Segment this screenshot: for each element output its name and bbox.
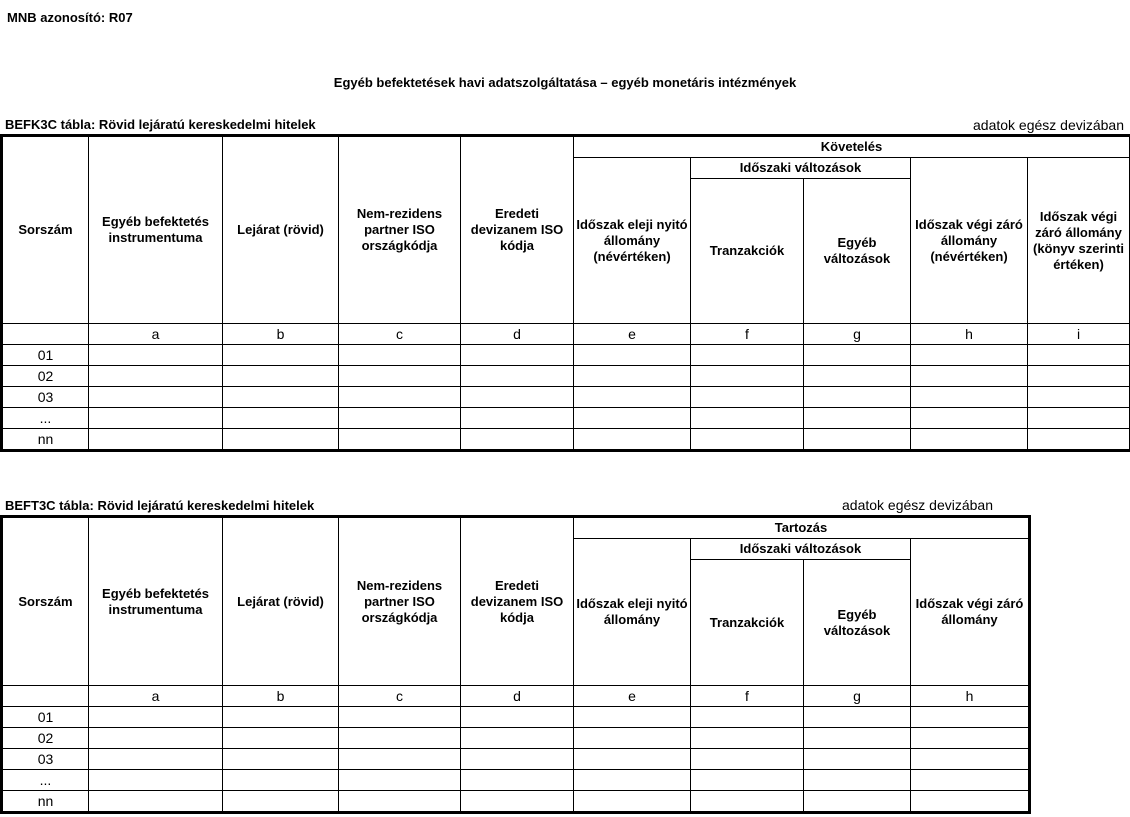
- data-cell[interactable]: [911, 408, 1028, 429]
- col-header-lejarat: Lejárat (rövid): [223, 518, 339, 686]
- col-header-partner: Nem-rezidens partner ISO országkódja: [339, 518, 461, 686]
- data-cell[interactable]: [574, 791, 691, 812]
- data-cell[interactable]: [223, 728, 339, 749]
- data-cell[interactable]: [804, 345, 911, 366]
- data-cell[interactable]: [223, 408, 339, 429]
- data-cell[interactable]: [574, 366, 691, 387]
- data-cell[interactable]: [691, 707, 804, 728]
- letter-cell: e: [574, 686, 691, 707]
- data-cell[interactable]: [461, 749, 574, 770]
- data-cell[interactable]: [89, 770, 223, 791]
- data-cell[interactable]: [804, 728, 911, 749]
- data-cell[interactable]: [574, 408, 691, 429]
- col-header-deviza: Eredeti devizanem ISO kódja: [461, 137, 574, 324]
- table2-units: adatok egész devizában: [842, 497, 993, 513]
- table1-title: BEFK3C tábla: Rövid lejáratú kereskedelmi hitelek: [5, 117, 316, 132]
- row-number: 01: [3, 345, 89, 366]
- data-cell[interactable]: [574, 749, 691, 770]
- data-cell[interactable]: [804, 770, 911, 791]
- letter-cell: g: [804, 686, 911, 707]
- group-header-tartozas: Tartozás: [574, 518, 1029, 539]
- letter-cell: b: [223, 324, 339, 345]
- table-row: [3, 728, 1029, 749]
- data-cell[interactable]: [461, 345, 574, 366]
- data-cell[interactable]: [339, 387, 461, 408]
- data-cell[interactable]: [691, 345, 804, 366]
- row-number: 02: [3, 366, 89, 387]
- data-cell[interactable]: [804, 791, 911, 812]
- letter-cell: c: [339, 324, 461, 345]
- data-cell[interactable]: [339, 366, 461, 387]
- col-header-instrument: Egyéb befektetés instrumentuma: [89, 518, 223, 686]
- data-cell[interactable]: [804, 429, 911, 450]
- data-cell[interactable]: [461, 707, 574, 728]
- mnb-identifier: MNB azonosító: R07: [7, 10, 133, 25]
- data-cell[interactable]: [89, 345, 223, 366]
- col-header-nyito: Időszak eleji nyitó állomány: [574, 539, 691, 686]
- table2-grid: [2, 517, 1029, 812]
- col-header-deviza: Eredeti devizanem ISO kódja: [461, 518, 574, 686]
- data-cell[interactable]: [89, 366, 223, 387]
- data-cell[interactable]: [223, 770, 339, 791]
- table-row: [3, 345, 1130, 366]
- data-cell[interactable]: [691, 429, 804, 450]
- data-cell[interactable]: [461, 770, 574, 791]
- data-cell[interactable]: [223, 345, 339, 366]
- col-header-zaro: Időszak végi záró állomány: [911, 539, 1029, 686]
- data-cell[interactable]: [911, 429, 1028, 450]
- data-cell[interactable]: [691, 408, 804, 429]
- table-row: [3, 791, 1029, 812]
- data-cell[interactable]: [339, 408, 461, 429]
- data-cell[interactable]: [339, 749, 461, 770]
- letter-cell: a: [89, 686, 223, 707]
- data-cell[interactable]: [691, 728, 804, 749]
- data-cell[interactable]: [804, 366, 911, 387]
- data-cell[interactable]: [804, 707, 911, 728]
- row-number: nn: [3, 429, 89, 450]
- table-row: [3, 408, 1130, 429]
- data-cell[interactable]: [691, 387, 804, 408]
- table-row: [3, 749, 1029, 770]
- data-cell[interactable]: [691, 749, 804, 770]
- data-cell[interactable]: [911, 749, 1029, 770]
- letter-cell: h: [911, 324, 1028, 345]
- letter-cell: f: [691, 324, 804, 345]
- subgroup-header-valtozasok: Időszaki változások: [691, 539, 911, 560]
- data-cell[interactable]: [574, 728, 691, 749]
- row-number: ...: [3, 770, 89, 791]
- data-cell[interactable]: [89, 387, 223, 408]
- col-header-sorszam: Sorszám: [3, 137, 89, 324]
- data-cell[interactable]: [89, 791, 223, 812]
- letter-cell: d: [461, 686, 574, 707]
- data-cell[interactable]: [574, 707, 691, 728]
- letter-cell: h: [911, 686, 1029, 707]
- data-cell[interactable]: [89, 408, 223, 429]
- data-cell[interactable]: [223, 387, 339, 408]
- data-cell[interactable]: [911, 366, 1028, 387]
- data-cell[interactable]: [574, 770, 691, 791]
- table-row: [3, 387, 1130, 408]
- letter-cell: i: [1028, 324, 1130, 345]
- subgroup-header-valtozasok: Időszaki változások: [691, 158, 911, 179]
- data-cell[interactable]: [461, 408, 574, 429]
- data-cell[interactable]: [1028, 429, 1130, 450]
- col-header-egyeb: Egyéb változások: [804, 179, 911, 324]
- col-header-instrument: Egyéb befektetés instrumentuma: [89, 137, 223, 324]
- data-cell[interactable]: [1028, 387, 1130, 408]
- letter-cell-empty: [3, 686, 89, 707]
- row-number: nn: [3, 791, 89, 812]
- data-cell[interactable]: [223, 791, 339, 812]
- col-header-zaro: Időszak végi záró állomány (névértéken): [911, 158, 1028, 324]
- data-cell[interactable]: [89, 707, 223, 728]
- row-number: 02: [3, 728, 89, 749]
- data-cell[interactable]: [461, 728, 574, 749]
- col-header-tranzakciok: Tranzakciók: [691, 560, 804, 686]
- letter-cell: b: [223, 686, 339, 707]
- table1-grid: [2, 136, 1130, 450]
- data-cell[interactable]: [691, 770, 804, 791]
- data-cell[interactable]: [461, 429, 574, 450]
- letter-cell: d: [461, 324, 574, 345]
- data-cell[interactable]: [339, 728, 461, 749]
- col-header-lejarat: Lejárat (rövid): [223, 137, 339, 324]
- group-header-kovetelés: Követelés: [574, 137, 1130, 158]
- data-cell[interactable]: [461, 366, 574, 387]
- data-cell[interactable]: [1028, 345, 1130, 366]
- table-row: [3, 707, 1029, 728]
- data-cell[interactable]: [691, 366, 804, 387]
- data-cell[interactable]: [911, 770, 1029, 791]
- data-cell[interactable]: [339, 791, 461, 812]
- data-cell[interactable]: [574, 429, 691, 450]
- table-row: [3, 429, 1130, 450]
- col-header-egyeb: Egyéb változások: [804, 560, 911, 686]
- data-cell[interactable]: [804, 387, 911, 408]
- letter-cell: c: [339, 686, 461, 707]
- data-cell[interactable]: [1028, 408, 1130, 429]
- letter-cell-empty: [3, 324, 89, 345]
- table1-units: adatok egész devizában: [973, 117, 1124, 133]
- letter-cell: f: [691, 686, 804, 707]
- data-cell[interactable]: [1028, 366, 1130, 387]
- data-cell[interactable]: [223, 429, 339, 450]
- data-cell[interactable]: [461, 387, 574, 408]
- data-cell[interactable]: [911, 707, 1029, 728]
- table2-title: BEFT3C tábla: Rövid lejáratú kereskedelmi hitelek: [5, 498, 315, 513]
- letter-cell: e: [574, 324, 691, 345]
- data-cell[interactable]: [89, 728, 223, 749]
- table-row: [3, 366, 1130, 387]
- col-header-zaro-konyv: Időszak végi záró állomány (könyv szerinti értéken): [1028, 158, 1130, 324]
- data-cell[interactable]: [339, 429, 461, 450]
- data-cell[interactable]: [911, 345, 1028, 366]
- table-row: [3, 770, 1029, 791]
- data-cell[interactable]: [223, 707, 339, 728]
- row-number: 03: [3, 749, 89, 770]
- data-cell[interactable]: [339, 345, 461, 366]
- page-title: Egyéb befektetések havi adatszolgáltatása – egyéb monetáris intézmények: [333, 75, 797, 90]
- data-cell[interactable]: [804, 749, 911, 770]
- data-cell[interactable]: [339, 770, 461, 791]
- data-cell[interactable]: [223, 366, 339, 387]
- col-header-tranzakciok: Tranzakciók: [691, 179, 804, 324]
- data-cell[interactable]: [804, 408, 911, 429]
- data-cell[interactable]: [691, 791, 804, 812]
- row-number: 03: [3, 387, 89, 408]
- data-cell[interactable]: [574, 387, 691, 408]
- col-header-partner: Nem-rezidens partner ISO országkódja: [339, 137, 461, 324]
- data-cell[interactable]: [89, 749, 223, 770]
- data-cell[interactable]: [911, 387, 1028, 408]
- col-header-nyito: Időszak eleji nyitó állomány (névértéken): [574, 158, 691, 324]
- data-cell[interactable]: [461, 791, 574, 812]
- data-cell[interactable]: [339, 707, 461, 728]
- data-cell[interactable]: [911, 728, 1029, 749]
- letter-cell: g: [804, 324, 911, 345]
- letter-cell: a: [89, 324, 223, 345]
- data-cell[interactable]: [911, 791, 1029, 812]
- col-header-sorszam: Sorszám: [3, 518, 89, 686]
- data-cell[interactable]: [223, 749, 339, 770]
- data-cell[interactable]: [89, 429, 223, 450]
- row-number: 01: [3, 707, 89, 728]
- data-cell[interactable]: [574, 345, 691, 366]
- row-number: ...: [3, 408, 89, 429]
